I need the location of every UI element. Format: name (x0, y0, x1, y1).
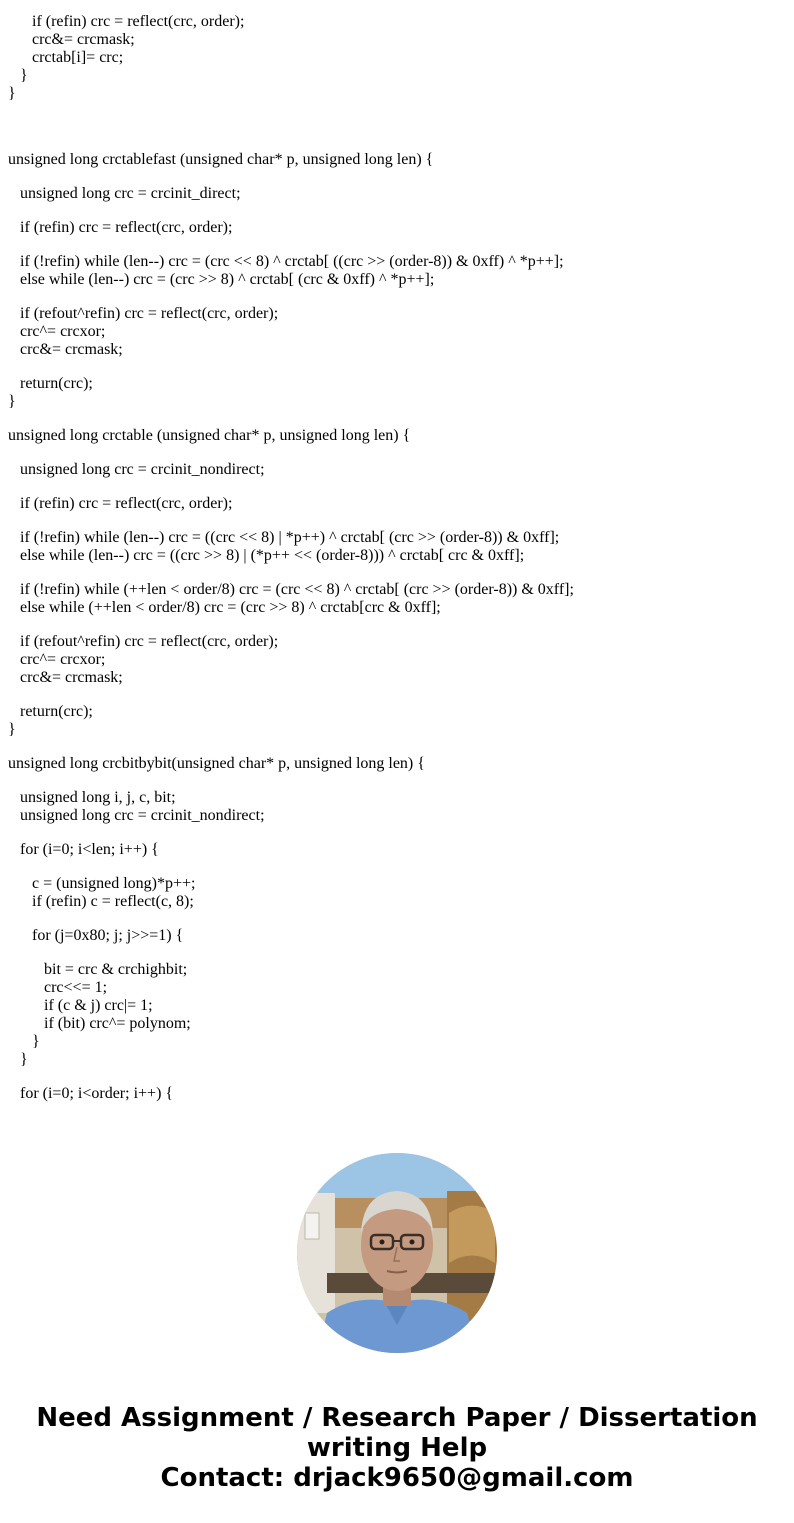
code-line: if (refin) crc = reflect(crc, order); (8, 495, 233, 512)
code-line: crc&= crcmask; (8, 669, 123, 686)
code-line (8, 825, 788, 841)
code-line: if (!refin) while (++len < order/8) crc = (crc << 8) ^ crctab[ (crc >> (order-8)) & 0xff]; (8, 581, 574, 598)
code-line: if (c & j) crc|= 1; (8, 997, 153, 1014)
code-line: for (j=0x80; j; j>>=1) { (8, 927, 184, 944)
promo-headline: Need Assignment / Research Paper / Dissertation (36, 1403, 758, 1433)
code-line: unsigned long crcbitbybit(unsigned char* p, unsigned long len) { (8, 755, 425, 772)
code-line: } (8, 1051, 28, 1068)
code-line: } (8, 85, 16, 102)
code-line: unsigned long crc = crcinit_nondirect; (8, 461, 265, 478)
code-line: unsigned long crc = crcinit_nondirect; (8, 807, 265, 824)
code-line: for (i=0; i<order; i++) { (8, 1085, 174, 1102)
code-line (8, 945, 788, 961)
code-line (8, 1069, 788, 1085)
code-line: crc&= crcmask; (8, 341, 123, 358)
code-line: else while (len--) crc = (crc >> 8) ^ crctab[ (crc & 0xff) ^ *p++]; (8, 271, 435, 288)
code-line: c = (unsigned long)*p++; (8, 875, 196, 892)
code-line (8, 617, 788, 633)
code-line (8, 911, 788, 927)
code-line (8, 479, 788, 495)
code-line: if (refout^refin) crc = reflect(crc, order); (8, 305, 279, 322)
code-line: crctab[i]= crc; (8, 49, 124, 66)
code-line (8, 103, 788, 119)
code-line: else while (++len < order/8) crc = (crc >> 8) ^ crctab[crc & 0xff]; (8, 599, 441, 616)
code-line: else while (len--) crc = ((crc >> 8) | (*p++ << (order-8))) ^ crctab[ crc & 0xff]; (8, 547, 525, 564)
code-line: return(crc); (8, 703, 93, 720)
code-line: crc<<= 1; (8, 979, 108, 996)
code-listing (8, 13, 788, 1103)
code-line (8, 859, 788, 875)
code-line: } (8, 67, 28, 84)
code-line (8, 289, 788, 305)
code-line (8, 565, 788, 581)
author-photo (297, 1153, 497, 1353)
code-line (8, 169, 788, 185)
code-line (8, 445, 788, 461)
code-line (8, 687, 788, 703)
code-line: if (refin) crc = reflect(crc, order); (8, 13, 245, 30)
code-line (8, 773, 788, 789)
code-line: } (8, 721, 16, 738)
code-line: if (refin) crc = reflect(crc, order); (8, 219, 233, 236)
code-line: unsigned long crctable (unsigned char* p, unsigned long len) { (8, 427, 411, 444)
code-line (8, 359, 788, 375)
code-line: if (refout^refin) crc = reflect(crc, order); (8, 633, 279, 650)
code-line (8, 411, 788, 427)
promo-subheadline: writing Help (306, 1433, 488, 1463)
code-line: unsigned long i, j, c, bit; (8, 789, 176, 806)
code-line: unsigned long crctablefast (unsigned char* p, unsigned long len) { (8, 151, 434, 168)
code-line: if (!refin) while (len--) crc = (crc << 8) ^ crctab[ ((crc >> (order-8)) & 0xff) ^ *p++]; (8, 253, 564, 270)
code-line: unsigned long crc = crcinit_direct; (8, 185, 241, 202)
code-line: crc^= crcxor; (8, 651, 106, 668)
code-line: } (8, 393, 16, 410)
code-line: crc^= crcxor; (8, 323, 106, 340)
code-line: if (refin) c = reflect(c, 8); (8, 893, 194, 910)
code-line: return(crc); (8, 375, 93, 392)
code-line: if (bit) crc^= polynom; (8, 1015, 191, 1032)
code-line: if (!refin) while (len--) crc = ((crc << 8) | *p++) ^ crctab[ (crc >> (order-8)) & 0xff]; (8, 529, 560, 546)
code-line (8, 203, 788, 219)
code-line (8, 739, 788, 755)
code-line: bit = crc & crchighbit; (8, 961, 188, 978)
code-line: } (8, 1033, 40, 1050)
promo-banner (0, 1403, 794, 1493)
code-line (8, 237, 788, 253)
code-line: for (i=0; i<len; i++) { (8, 841, 159, 858)
promo-contact: Contact: drjack9650@gmail.com (160, 1463, 634, 1493)
code-line (8, 513, 788, 529)
code-line (8, 119, 788, 135)
code-line: crc&= crcmask; (8, 31, 135, 48)
code-line (8, 135, 788, 151)
